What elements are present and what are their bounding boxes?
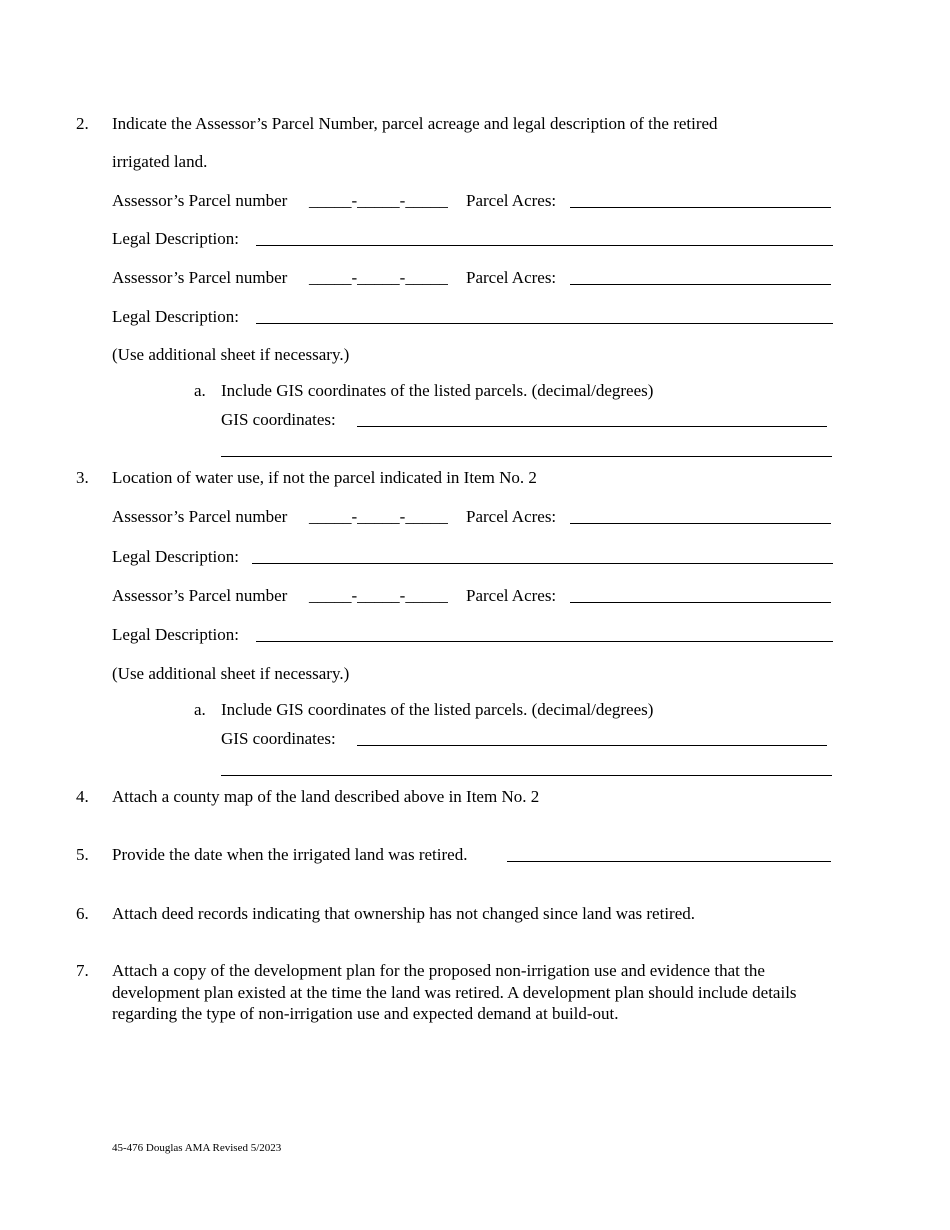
- legal-description-label: Legal Description:: [112, 547, 239, 566]
- item-7-text: Attach a copy of the development plan for the proposed non-irrigation use and evidence that the development plan existed at the time the land was retired. A development plan should include details regarding the type of non-irrigation use and expected demand at build-out.: [112, 961, 797, 1023]
- gis-coordinates-field-line2[interactable]: [221, 775, 832, 776]
- legal-description-label: Legal Description:: [112, 625, 239, 644]
- legal-description-label: Legal Description:: [112, 307, 239, 326]
- parcel-acres-label: Parcel Acres:: [466, 191, 557, 210]
- parcel-acres-label: Parcel Acres:: [466, 507, 557, 526]
- item-3-text: Location of water use, if not the parcel indicated in Item No. 2: [112, 468, 537, 487]
- apn-blanks-field[interactable]: _____-_____-_____: [309, 507, 448, 526]
- item-2-text-cont: irrigated land.: [112, 152, 208, 171]
- parcel-acres-label: Parcel Acres:: [466, 586, 557, 605]
- legal-description-field[interactable]: [256, 323, 833, 324]
- sub-item-letter: a.: [194, 700, 206, 719]
- legal-description-field[interactable]: [256, 245, 833, 246]
- apn-label: Assessor’s Parcel number: [112, 507, 288, 526]
- item-number: 4.: [76, 787, 89, 806]
- item-5-text: Provide the date when the irrigated land was retired.: [112, 845, 468, 864]
- gis-coordinates-field-line2[interactable]: [221, 456, 832, 457]
- apn-label: Assessor’s Parcel number: [112, 586, 288, 605]
- gis-instruction: Include GIS coordinates of the listed parcels. (decimal/degrees): [221, 700, 654, 719]
- additional-sheet-note: (Use additional sheet if necessary.): [112, 345, 350, 364]
- apn-label: Assessor’s Parcel number: [112, 191, 288, 210]
- legal-description-field[interactable]: [256, 641, 833, 642]
- additional-sheet-note: (Use additional sheet if necessary.): [112, 664, 350, 683]
- parcel-acres-field[interactable]: [570, 602, 831, 603]
- parcel-acres-label: Parcel Acres:: [466, 268, 557, 287]
- apn-blanks-field[interactable]: _____-_____-_____: [309, 268, 448, 287]
- apn-label: Assessor’s Parcel number: [112, 268, 288, 287]
- parcel-acres-field[interactable]: [570, 207, 831, 208]
- gis-instruction: Include GIS coordinates of the listed parcels. (decimal/degrees): [221, 381, 654, 400]
- parcel-acres-field[interactable]: [570, 523, 831, 524]
- apn-blanks-field[interactable]: _____-_____-_____: [309, 191, 448, 210]
- legal-description-field[interactable]: [252, 563, 833, 564]
- parcel-acres-field[interactable]: [570, 284, 831, 285]
- retirement-date-field[interactable]: [507, 861, 831, 862]
- item-number: 6.: [76, 904, 89, 923]
- apn-blanks-field[interactable]: _____-_____-_____: [309, 586, 448, 605]
- gis-coordinates-field[interactable]: [357, 426, 827, 427]
- item-2-text: Indicate the Assessor’s Parcel Number, parcel acreage and legal description of the retired: [112, 114, 718, 133]
- item-number: 5.: [76, 845, 89, 864]
- item-6-text: Attach deed records indicating that ownership has not changed since land was retired.: [112, 904, 695, 923]
- item-number: 3.: [76, 468, 89, 487]
- item-number: 2.: [76, 114, 89, 133]
- gis-coordinates-field[interactable]: [357, 745, 827, 746]
- gis-coordinates-label: GIS coordinates:: [221, 729, 336, 748]
- item-4-text: Attach a county map of the land described above in Item No. 2: [112, 787, 540, 806]
- legal-description-label: Legal Description:: [112, 229, 239, 248]
- gis-coordinates-label: GIS coordinates:: [221, 410, 336, 429]
- sub-item-letter: a.: [194, 381, 206, 400]
- item-number: 7.: [76, 961, 89, 980]
- form-footer: 45-476 Douglas AMA Revised 5/2023: [112, 1142, 282, 1154]
